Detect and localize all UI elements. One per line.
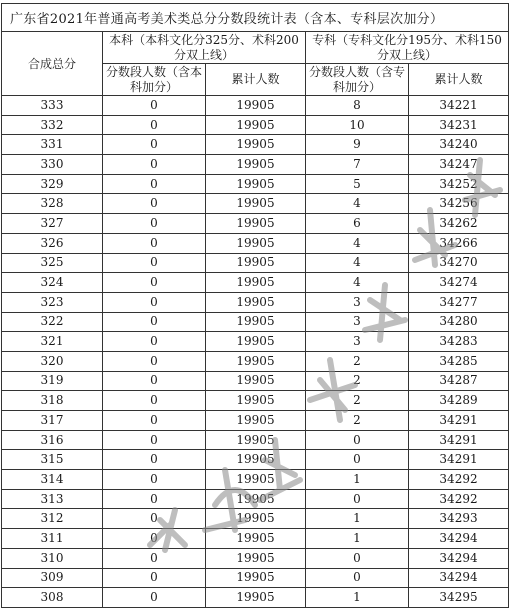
score-cell: 325 (2, 253, 103, 273)
undergrad-cumulative-cell: 19905 (206, 155, 306, 175)
score-cell: 323 (2, 292, 103, 312)
undergrad-cumulative-cell: 19905 (206, 371, 306, 391)
undergrad-segment-cell: 0 (103, 135, 206, 155)
undergrad-group-header: 本科（本科文化分325分、术科200分双上线） (103, 32, 306, 64)
undergrad-cumulative-header: 累计人数 (206, 64, 306, 96)
undergrad-segment-cell: 0 (103, 273, 206, 293)
table-row (2, 411, 509, 431)
undergrad-segment-cell: 0 (103, 371, 206, 391)
vocational-segment-cell: 1 (306, 470, 409, 490)
score-cell: 312 (2, 509, 103, 529)
table-row (2, 214, 509, 234)
undergrad-segment-cell: 0 (103, 568, 206, 588)
vocational-cumulative-cell: 34294 (409, 548, 509, 568)
vocational-segment-cell: 1 (306, 588, 409, 608)
score-cell: 330 (2, 155, 103, 175)
score-cell: 333 (2, 96, 103, 116)
table-title: 广东省2021年普通高考美术类总分分数段统计表（含本、专科层次加分） (2, 4, 509, 32)
vocational-cumulative-cell: 34292 (409, 470, 509, 490)
undergrad-cumulative-cell: 19905 (206, 292, 306, 312)
score-cell: 311 (2, 529, 103, 549)
table-row (2, 371, 509, 391)
undergrad-cumulative-cell: 19905 (206, 312, 306, 332)
undergrad-cumulative-cell: 19905 (206, 214, 306, 234)
score-distribution-table (1, 3, 509, 608)
undergrad-cumulative-cell: 19905 (206, 489, 306, 509)
vocational-segment-cell: 8 (306, 96, 409, 116)
score-cell: 322 (2, 312, 103, 332)
vocational-cumulative-cell: 34289 (409, 391, 509, 411)
vocational-segment-cell: 10 (306, 115, 409, 135)
vocational-segment-cell: 1 (306, 529, 409, 549)
vocational-segment-cell: 7 (306, 155, 409, 175)
score-cell: 310 (2, 548, 103, 568)
undergrad-cumulative-cell: 19905 (206, 548, 306, 568)
vocational-cumulative-cell: 34252 (409, 174, 509, 194)
table-row (2, 233, 509, 253)
vocational-segment-cell: 0 (306, 568, 409, 588)
vocational-segment-cell: 4 (306, 273, 409, 293)
undergrad-segment-cell: 0 (103, 470, 206, 490)
vocational-segment-cell: 4 (306, 194, 409, 214)
total-score-header: 合成总分 (2, 32, 103, 96)
undergrad-segment-cell: 0 (103, 174, 206, 194)
vocational-cumulative-header: 累计人数 (409, 64, 509, 96)
table-row (2, 568, 509, 588)
vocational-cumulative-cell: 34266 (409, 233, 509, 253)
table-row (2, 194, 509, 214)
score-cell: 327 (2, 214, 103, 234)
vocational-cumulative-cell: 34291 (409, 411, 509, 431)
undergrad-cumulative-cell: 19905 (206, 351, 306, 371)
undergrad-cumulative-cell: 19905 (206, 411, 306, 431)
undergrad-segment-cell: 0 (103, 588, 206, 608)
table-body (2, 96, 509, 608)
vocational-segment-cell: 0 (306, 548, 409, 568)
vocational-segment-cell: 9 (306, 135, 409, 155)
table-row (2, 430, 509, 450)
undergrad-segment-cell: 0 (103, 115, 206, 135)
undergrad-segment-cell: 0 (103, 411, 206, 431)
vocational-cumulative-cell: 34292 (409, 489, 509, 509)
table-row (2, 115, 509, 135)
undergrad-cumulative-cell: 19905 (206, 430, 306, 450)
vocational-cumulative-cell: 34270 (409, 253, 509, 273)
undergrad-cumulative-cell: 19905 (206, 470, 306, 490)
vocational-cumulative-cell: 34294 (409, 529, 509, 549)
undergrad-segment-cell: 0 (103, 155, 206, 175)
table-row (2, 509, 509, 529)
vocational-cumulative-cell: 34256 (409, 194, 509, 214)
score-cell: 317 (2, 411, 103, 431)
vocational-cumulative-cell: 34291 (409, 450, 509, 470)
score-cell: 321 (2, 332, 103, 352)
vocational-cumulative-cell: 34274 (409, 273, 509, 293)
table-row (2, 174, 509, 194)
table-row (2, 96, 509, 116)
table-row (2, 529, 509, 549)
vocational-segment-cell: 2 (306, 371, 409, 391)
undergrad-cumulative-cell: 19905 (206, 273, 306, 293)
score-cell: 329 (2, 174, 103, 194)
table-row (2, 155, 509, 175)
undergrad-segment-cell: 0 (103, 233, 206, 253)
vocational-cumulative-cell: 34287 (409, 371, 509, 391)
vocational-segment-cell: 6 (306, 214, 409, 234)
vocational-cumulative-cell: 34295 (409, 588, 509, 608)
vocational-cumulative-cell: 34280 (409, 312, 509, 332)
table-row (2, 273, 509, 293)
score-cell: 309 (2, 568, 103, 588)
undergrad-cumulative-cell: 19905 (206, 135, 306, 155)
undergrad-cumulative-cell: 19905 (206, 115, 306, 135)
vocational-segment-cell: 2 (306, 391, 409, 411)
score-cell: 324 (2, 273, 103, 293)
undergrad-segment-cell: 0 (103, 312, 206, 332)
vocational-segment-cell: 3 (306, 312, 409, 332)
vocational-segment-cell: 1 (306, 509, 409, 529)
undergrad-segment-cell: 0 (103, 548, 206, 568)
undergrad-segment-cell: 0 (103, 96, 206, 116)
score-cell: 319 (2, 371, 103, 391)
vocational-segment-cell: 4 (306, 253, 409, 273)
undergrad-cumulative-cell: 19905 (206, 194, 306, 214)
table-row (2, 470, 509, 490)
score-cell: 320 (2, 351, 103, 371)
undergrad-cumulative-cell: 19905 (206, 174, 306, 194)
undergrad-cumulative-cell: 19905 (206, 253, 306, 273)
undergrad-segment-cell: 0 (103, 529, 206, 549)
table-row (2, 332, 509, 352)
undergrad-cumulative-cell: 19905 (206, 568, 306, 588)
undergrad-segment-cell: 0 (103, 509, 206, 529)
vocational-segment-cell: 3 (306, 332, 409, 352)
table-row (2, 391, 509, 411)
table-row (2, 450, 509, 470)
vocational-cumulative-cell: 34283 (409, 332, 509, 352)
vocational-segment-header: 分数段人数（含专科加分） (306, 64, 409, 96)
table-row (2, 489, 509, 509)
table-row (2, 253, 509, 273)
table-row (2, 292, 509, 312)
vocational-cumulative-cell: 34294 (409, 568, 509, 588)
score-statistics-sheet (1, 3, 508, 608)
vocational-segment-cell: 0 (306, 489, 409, 509)
vocational-cumulative-cell: 34262 (409, 214, 509, 234)
vocational-cumulative-cell: 34221 (409, 96, 509, 116)
vocational-cumulative-cell: 34285 (409, 351, 509, 371)
undergrad-cumulative-cell: 19905 (206, 332, 306, 352)
undergrad-segment-cell: 0 (103, 214, 206, 234)
vocational-cumulative-cell: 34231 (409, 115, 509, 135)
undergrad-segment-cell: 0 (103, 194, 206, 214)
vocational-cumulative-cell: 34291 (409, 430, 509, 450)
vocational-segment-cell: 5 (306, 174, 409, 194)
undergrad-segment-cell: 0 (103, 332, 206, 352)
score-cell: 328 (2, 194, 103, 214)
undergrad-cumulative-cell: 19905 (206, 391, 306, 411)
undergrad-cumulative-cell: 19905 (206, 233, 306, 253)
table-row (2, 588, 509, 608)
undergrad-segment-cell: 0 (103, 391, 206, 411)
vocational-segment-cell: 2 (306, 351, 409, 371)
undergrad-cumulative-cell: 19905 (206, 588, 306, 608)
undergrad-segment-cell: 0 (103, 253, 206, 273)
vocational-segment-cell: 3 (306, 292, 409, 312)
score-cell: 331 (2, 135, 103, 155)
score-cell: 313 (2, 489, 103, 509)
undergrad-segment-cell: 0 (103, 351, 206, 371)
vocational-group-header: 专科（专科文化分195分、术科150分双上线） (306, 32, 509, 64)
table-row (2, 312, 509, 332)
vocational-segment-cell: 0 (306, 450, 409, 470)
score-cell: 332 (2, 115, 103, 135)
undergrad-segment-header: 分数段人数（含本科加分） (103, 64, 206, 96)
undergrad-segment-cell: 0 (103, 292, 206, 312)
vocational-cumulative-cell: 34240 (409, 135, 509, 155)
undergrad-cumulative-cell: 19905 (206, 529, 306, 549)
score-cell: 318 (2, 391, 103, 411)
score-cell: 316 (2, 430, 103, 450)
vocational-segment-cell: 4 (306, 233, 409, 253)
undergrad-segment-cell: 0 (103, 450, 206, 470)
score-cell: 308 (2, 588, 103, 608)
score-cell: 314 (2, 470, 103, 490)
score-cell: 315 (2, 450, 103, 470)
undergrad-segment-cell: 0 (103, 430, 206, 450)
vocational-cumulative-cell: 34277 (409, 292, 509, 312)
undergrad-cumulative-cell: 19905 (206, 96, 306, 116)
table-row (2, 351, 509, 371)
table-row (2, 548, 509, 568)
undergrad-cumulative-cell: 19905 (206, 509, 306, 529)
score-cell: 326 (2, 233, 103, 253)
vocational-cumulative-cell: 34293 (409, 509, 509, 529)
undergrad-cumulative-cell: 19905 (206, 450, 306, 470)
vocational-cumulative-cell: 34247 (409, 155, 509, 175)
vocational-segment-cell: 2 (306, 411, 409, 431)
table-row (2, 135, 509, 155)
vocational-segment-cell: 0 (306, 430, 409, 450)
undergrad-segment-cell: 0 (103, 489, 206, 509)
